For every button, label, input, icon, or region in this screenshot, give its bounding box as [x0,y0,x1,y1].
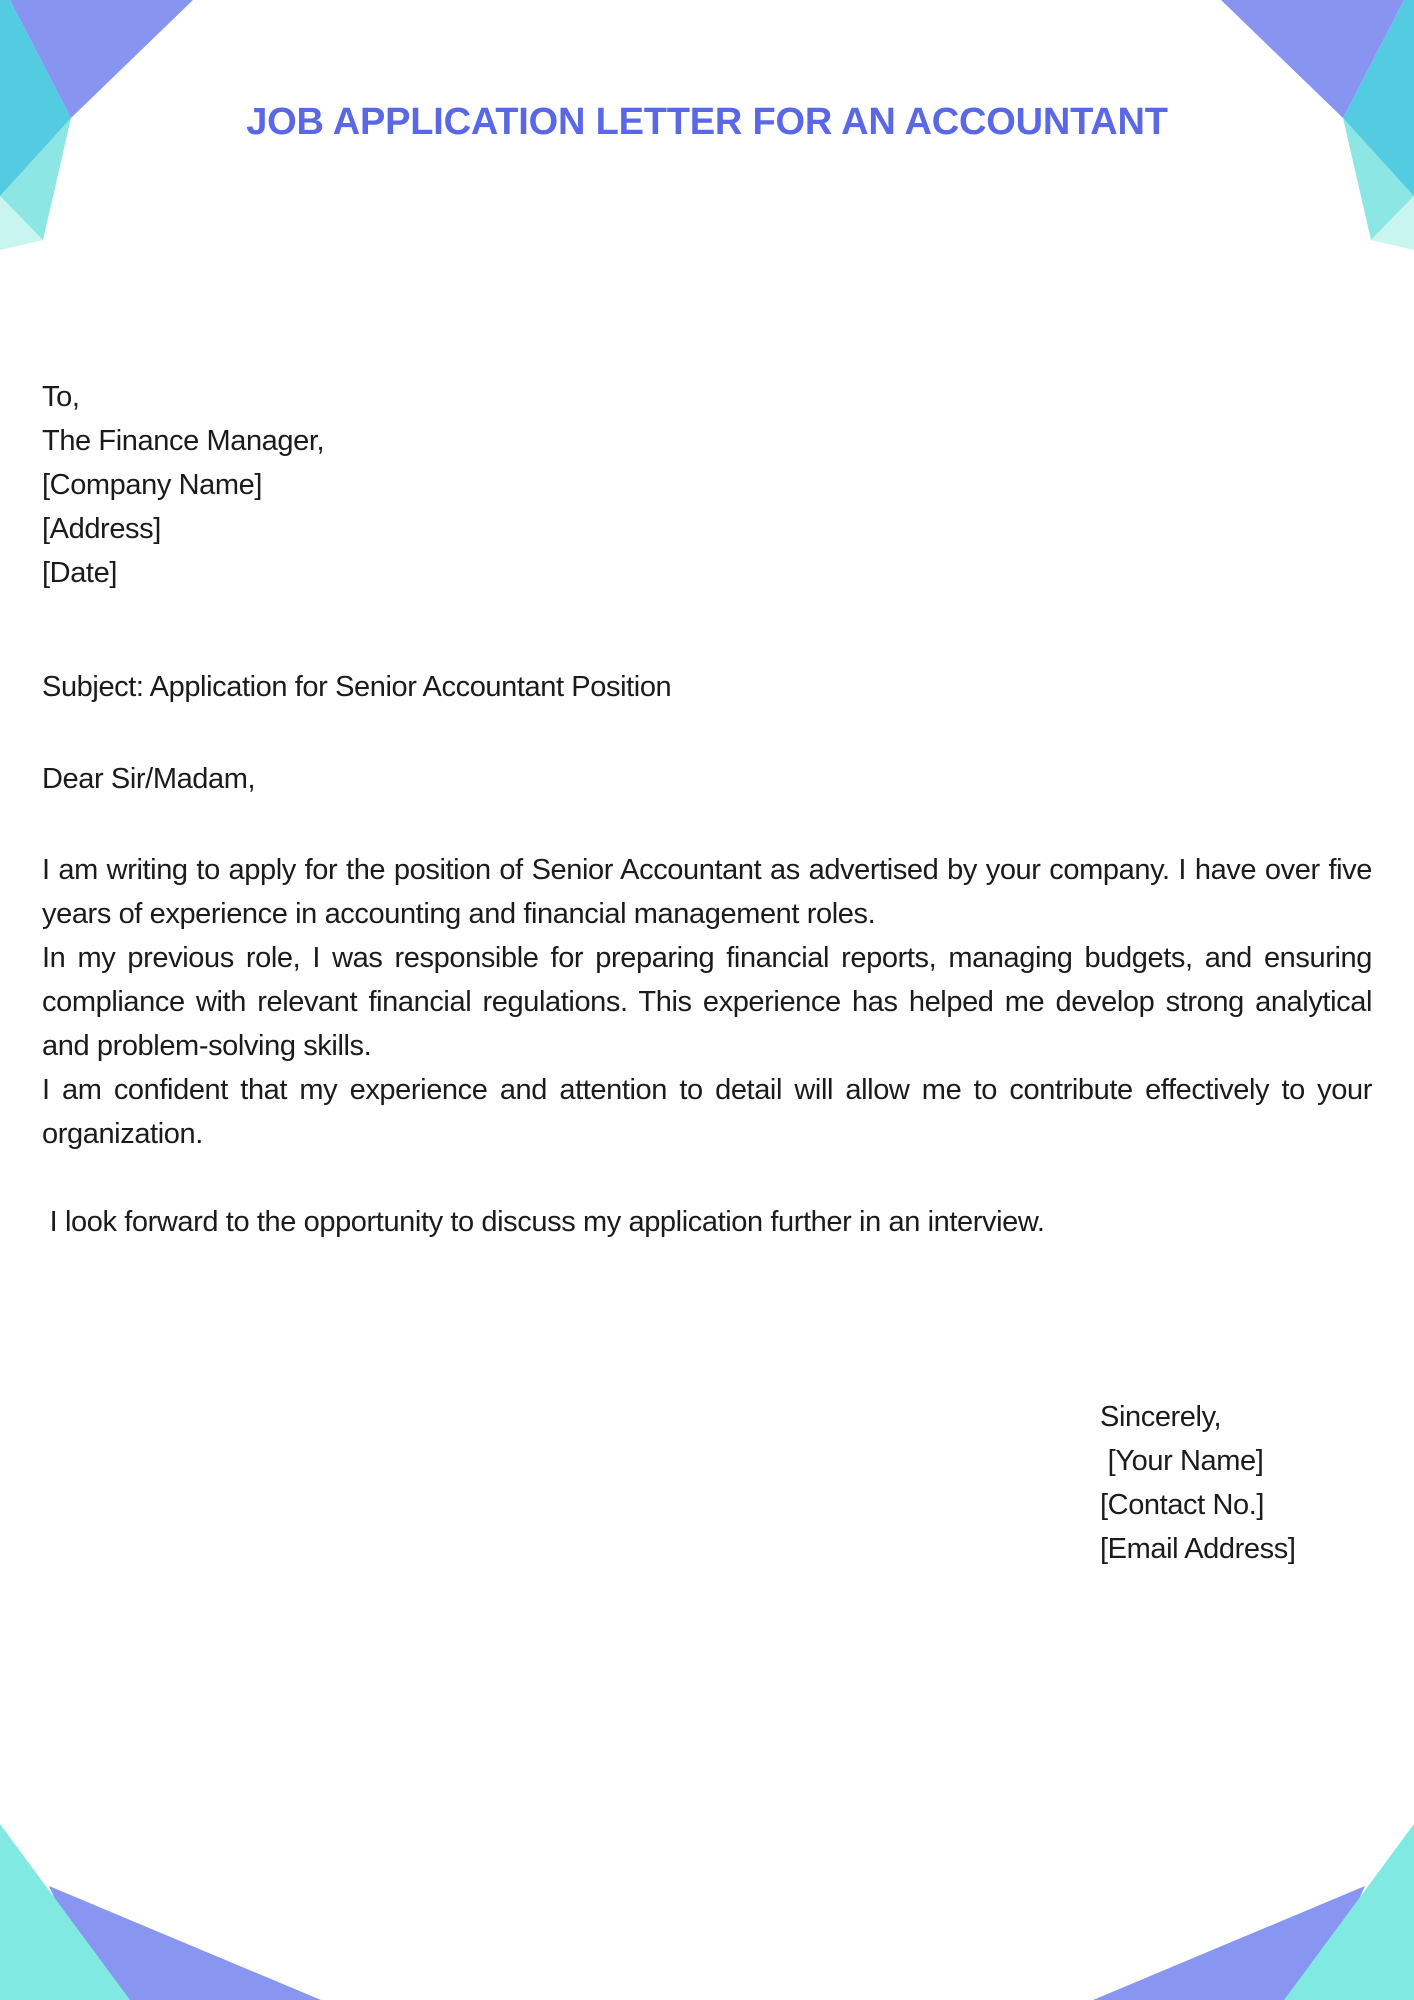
recipient-line-finance-manager: The Finance Manager, [42,425,325,457]
bottom-left-cyan-triangle [0,1824,130,2000]
body-paragraph-2: In my previous role, I was responsible for preparing financial reports, managing budgets, and ensuring compliance with relevant financial regulations. This experience has helped me develop strong analytical and problem-solving skills. [42,942,1372,1062]
bottom-right-cyan-triangle [1284,1824,1414,2000]
bottom-left-periwinkle-triangle [49,1886,321,2000]
body-paragraph-1: I am writing to apply for the position of Senior Accountant as advertised by your company. I have over five years of experience in accounting and financial management roles. [42,854,1372,930]
recipient-line-to: To, [42,381,80,413]
recipient-line-company-name: [Company Name] [42,469,263,501]
recipient-line-date: [Date] [42,557,117,589]
top-right-faint-teal-triangle [1371,196,1414,250]
signature-line-sincerely: Sincerely, [1100,1401,1222,1433]
recipient-line-address: [Address] [42,513,161,545]
body-paragraph-3: I am confident that my experience and attention to detail will allow me to contribute effectively to your organization. [42,1074,1372,1150]
letter-body [42,848,1372,1244]
page-title: JOB APPLICATION LETTER FOR AN ACCOUNTANT [246,101,1168,144]
subject-line: Subject: Application for Senior Accountant Position [42,671,672,703]
recipient-address-block [42,375,1372,595]
signature-line-contact-no: [Contact No.] [1100,1489,1265,1521]
signature-block [1100,1395,1295,1571]
signature-line-your-name: [Your Name] [1100,1445,1264,1477]
signature-line-email-address: [Email Address] [1100,1533,1296,1565]
salutation: Dear Sir/Madam, [42,763,256,795]
bottom-right-periwinkle-triangle [1093,1886,1365,2000]
body-paragraph-closing: I look forward to the opportunity to discuss my application further in an interview. [42,1206,1045,1238]
top-left-faint-teal-triangle [0,196,43,250]
